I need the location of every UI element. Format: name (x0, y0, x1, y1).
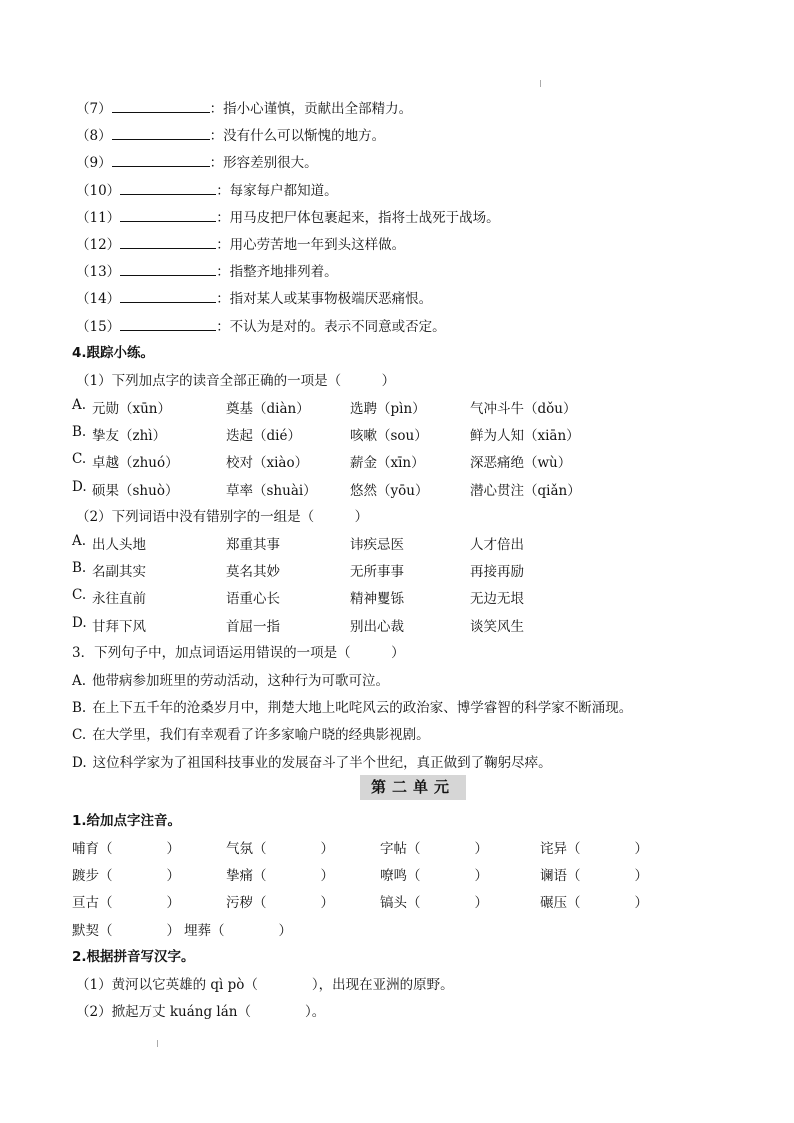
definition-number: （7） (76, 101, 112, 117)
option-label: B. (72, 424, 87, 441)
option-item: 莫名其妙 (226, 564, 280, 581)
option-item: 卓越（zhuó） (92, 455, 179, 472)
pinyin-item: 谰语（ ） (540, 868, 648, 885)
option-item: 悠然（yōu） (350, 482, 429, 499)
answer-blank (120, 263, 216, 276)
pinyin-item: 字帖（ ） (380, 841, 488, 857)
definition-number: （11） (76, 209, 121, 226)
definition-row (76, 315, 446, 335)
option-item: 名副其实 (92, 564, 146, 581)
unit2-s2-title: 2.根据拼音写汉字。 (72, 949, 195, 965)
section-4-title: 4.跟踪小练。 (72, 345, 155, 361)
definition-text: ：没有什么可以惭愧的地方。 (209, 128, 386, 145)
definition-text: ：不认为是对的。表示不同意或否定。 (216, 318, 446, 335)
option-item: 薪金（xīn） (350, 455, 425, 472)
definition-text: ：用马皮把尸体包裹起来，指将士战死于战场。 (216, 209, 500, 226)
definition-text: ：指小心谨慎，贡献出全部精力。 (209, 101, 413, 117)
pinyin-item: 哺育（ ） (72, 841, 180, 857)
option-text: 在大学里，我们有幸观看了许多家喻户晓的经典影视剧。 (92, 727, 430, 744)
definition-row (76, 151, 318, 171)
definition-text: ：用心劳苦地一年到头这样做。 (216, 237, 406, 253)
q3-option (72, 723, 430, 743)
option-item: 草率（shuài） (226, 482, 317, 499)
option-item: 甘拜下风 (92, 618, 146, 635)
pinyin-item: 碾压（ ） (540, 895, 648, 912)
option-label: A. (72, 533, 87, 549)
option-item: 谈笑风生 (470, 618, 524, 635)
definition-text: ：指整齐地排列着。 (216, 264, 338, 281)
option-label: B. (72, 700, 87, 717)
definition-number: （14） (76, 291, 121, 308)
definition-row (76, 233, 405, 253)
option-item: 咳嗽（sou） (350, 428, 428, 445)
unit2-s1-title: 1.给加点字注音。 (72, 813, 182, 829)
option-item: 讳疾忌医 (350, 537, 404, 553)
option-text: 他带病参加班里的劳动活动，这种行为可歌可泣。 (92, 673, 390, 689)
option-item: 元勋（xūn） (92, 401, 172, 417)
option-text: 在上下五千年的沧桑岁月中，荆楚大地上叱咤风云的政治家、博学睿智的科学家不断涌现。 (92, 700, 633, 717)
option-label: C. (72, 727, 87, 744)
definition-number: （8） (76, 128, 112, 145)
answer-blank (112, 127, 210, 140)
scan-mark-top (540, 80, 541, 87)
option-item: 气冲斗牛（dǒu） (470, 401, 577, 417)
q3-option (72, 751, 552, 771)
option-item: 迭起（dié） (226, 428, 301, 445)
pinyin-item: 嘹鸣（ ） (380, 868, 488, 885)
option-label: A. (72, 397, 87, 413)
option-item: 选聘（pìn） (350, 401, 426, 417)
definition-number: （12） (76, 237, 121, 253)
option-label: B. (72, 560, 87, 577)
answer-blank (120, 209, 216, 222)
q1-prompt: （1）下列加点字的读音全部正确的一项是（ ） (76, 373, 396, 389)
option-label: C. (72, 451, 87, 468)
answer-blank (120, 290, 216, 303)
pinyin-item: 亘古（ ） (72, 895, 180, 912)
unit-2-title: 第二单元 (360, 775, 466, 800)
answer-blank (120, 182, 216, 195)
definition-number: （15） (76, 318, 121, 335)
pinyin-item: 污秽（ ） (226, 895, 334, 912)
definition-row (76, 97, 412, 117)
pinyin-item: 镐头（ ） (380, 895, 488, 912)
pinyin-item: 气氛（ ） (226, 841, 334, 857)
option-item: 别出心裁 (350, 618, 404, 635)
option-item: 首屈一指 (226, 618, 280, 635)
definition-row (76, 124, 385, 144)
s2-item-1: （1）黄河以它英雄的 qì pò（ ），出现在亚洲的原野。 (76, 977, 454, 993)
option-label: D. (72, 478, 87, 495)
option-item: 深恶痛绝（wù） (470, 455, 572, 472)
option-item: 出人头地 (92, 537, 146, 553)
q2-prompt: （2）下列词语中没有错别字的一组是（ ） (76, 509, 369, 525)
q3-option (72, 696, 632, 716)
option-item: 再接再励 (470, 564, 524, 581)
definition-number: （9） (76, 155, 112, 172)
option-label: D. (72, 754, 87, 771)
option-item: 奠基（diàn） (226, 401, 310, 417)
option-item: 精神矍铄 (350, 591, 404, 608)
definition-row (76, 179, 338, 199)
option-item: 挚友（zhì） (92, 428, 167, 445)
answer-blank (112, 154, 210, 167)
option-item: 无边无垠 (470, 591, 524, 608)
option-item: 人才倍出 (470, 537, 524, 553)
definition-row (76, 206, 500, 226)
option-item: 郑重其事 (226, 537, 280, 553)
option-label: A. (72, 673, 87, 689)
answer-blank (112, 100, 210, 113)
q3-option (72, 669, 389, 689)
definition-text: ：形容差别很大。 (209, 155, 318, 172)
pinyin-item: 埋葬（ ） (184, 922, 292, 939)
pinyin-item: 默契（ ） (72, 922, 180, 939)
definition-text: ：每家每户都知道。 (216, 182, 338, 199)
answer-blank (120, 236, 216, 249)
option-item: 永往直前 (92, 591, 146, 608)
option-text: 这位科学家为了祖国科技事业的发展奋斗了半个世纪，真正做到了鞠躬尽瘁。 (92, 754, 552, 771)
definition-row (76, 260, 338, 280)
pinyin-item: 诧异（ ） (540, 841, 648, 857)
definition-row (76, 287, 432, 307)
option-label: C. (72, 587, 87, 604)
option-label: D. (72, 614, 87, 631)
answer-blank (120, 318, 216, 331)
option-item: 校对（xiào） (226, 455, 309, 472)
option-item: 无所事事 (350, 564, 404, 581)
option-item: 语重心长 (226, 591, 280, 608)
definition-text: ：指对某人或某事物极端厌恶痛恨。 (216, 291, 433, 308)
definition-number: （10） (76, 182, 121, 199)
option-item: 鲜为人知（xiān） (470, 428, 580, 445)
pinyin-item: 挚痛（ ） (226, 868, 334, 885)
option-item: 硕果（shuò） (92, 482, 179, 499)
definition-number: （13） (76, 264, 121, 281)
scan-mark-bottom (157, 1040, 158, 1047)
s2-item-2: （2）掀起万丈 kuáng lán（ ）。 (76, 1004, 326, 1020)
q3-prompt: 3．下列句子中，加点词语运用错误的一项是（ ） (72, 645, 405, 661)
option-item: 潜心贯注（qiǎn） (470, 482, 581, 499)
pinyin-item: 踱步（ ） (72, 868, 180, 885)
